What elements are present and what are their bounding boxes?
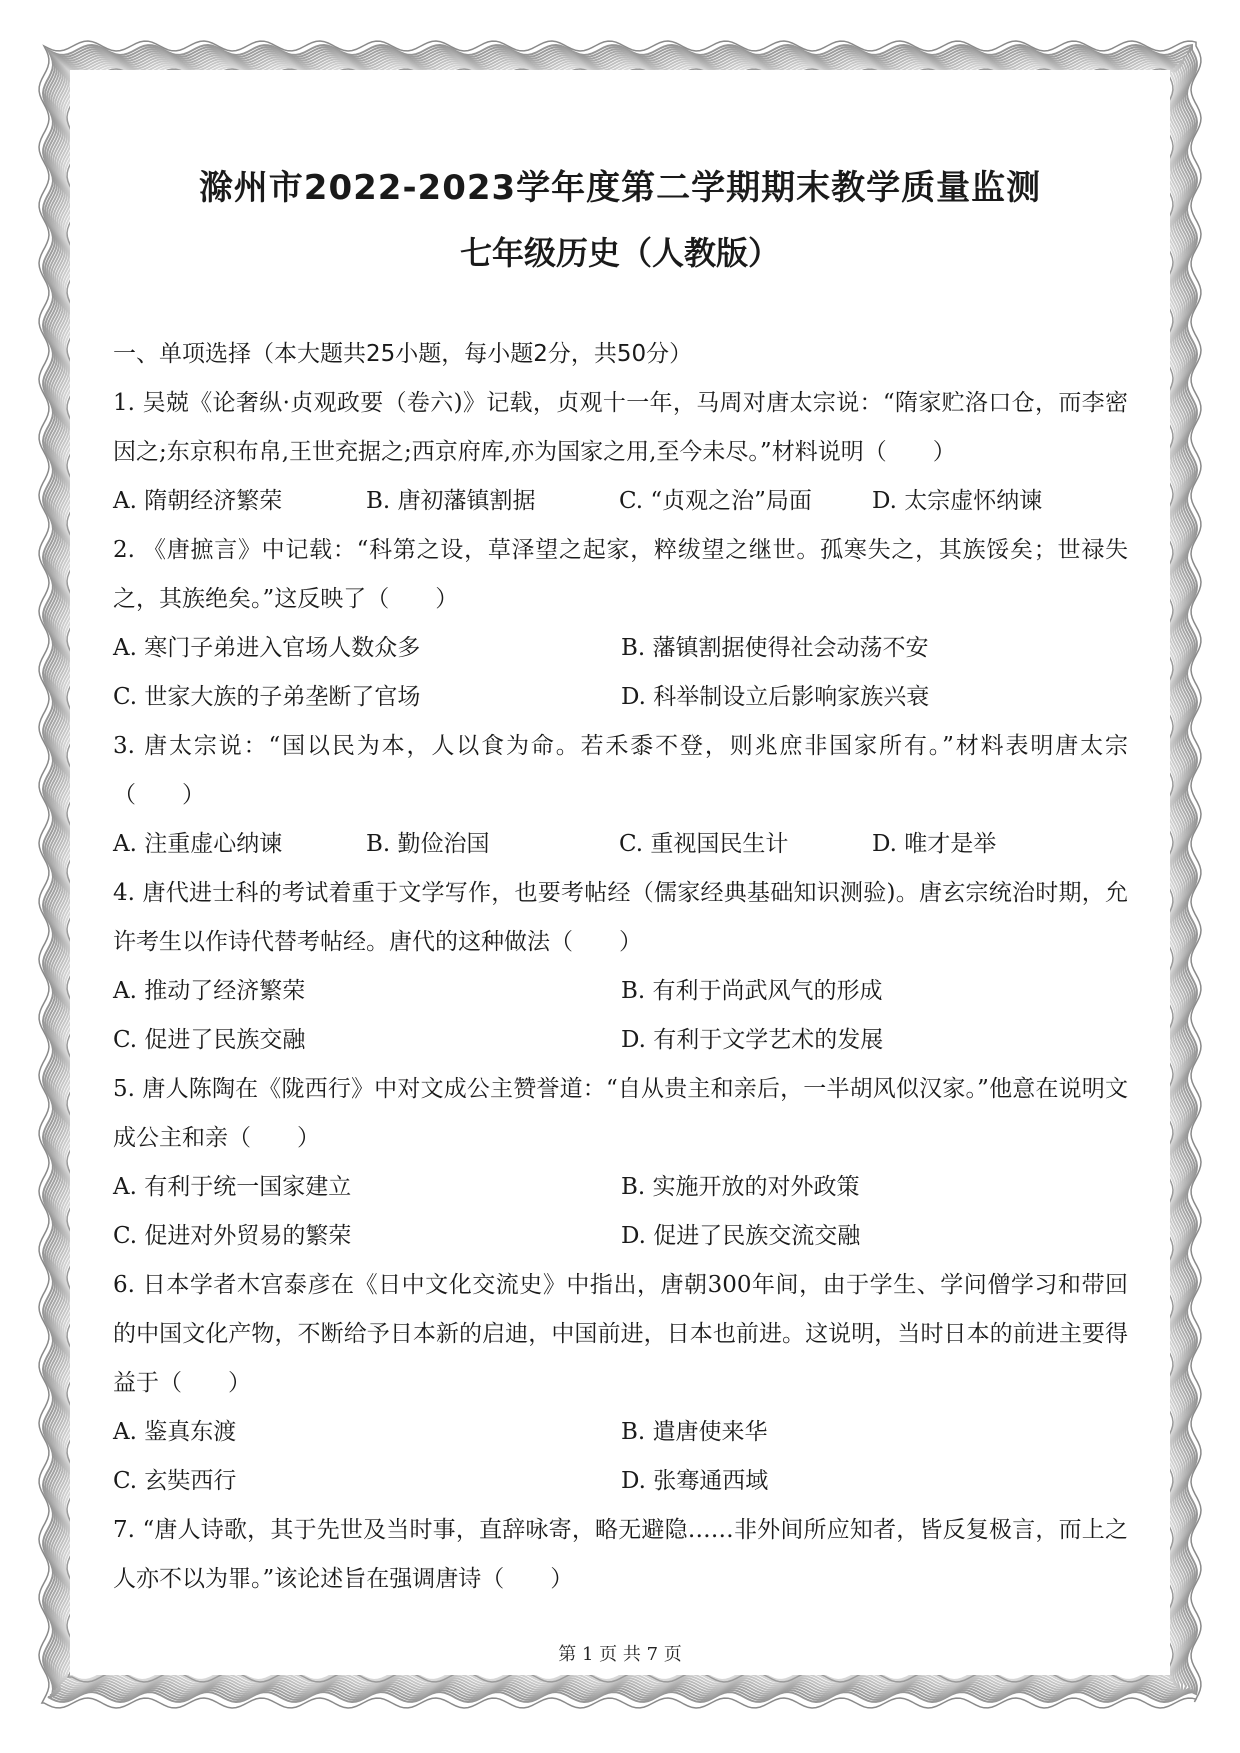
option-a: A. 鉴真东渡 [113, 1419, 237, 1445]
question-content [113, 330, 1128, 1604]
question-stem: 1. 吴兢《论奢纵·贞观政要（卷六)》记载，贞观十一年，马周对唐太宗说：“隋家贮洛口仓，而李密因之;东京积布帛,王世充据之;西京府库,亦为国家之用,至今未尽。”材料说明（ ） [113, 390, 1128, 465]
options-grid [113, 1163, 1128, 1261]
options-grid [113, 967, 1128, 1065]
option-c: C. 促进对外贸易的繁荣 [113, 1223, 352, 1249]
option-a: A. 有利于统一国家建立 [113, 1174, 352, 1200]
option-b: B. 唐初藩镇割据 [366, 488, 536, 514]
exam-subtitle: 七年级历史（人教版） [459, 234, 780, 272]
option-b: B. 有利于尚武风气的形成 [621, 978, 883, 1004]
option-c: C. 玄奘西行 [113, 1468, 237, 1494]
option-d: D. 唯才是举 [872, 831, 997, 857]
option-a: A. 寒门子弟进入官场人数众多 [113, 635, 421, 661]
option-d: D. 有利于文学艺术的发展 [621, 1027, 884, 1053]
options-row [113, 477, 1128, 526]
option-a: A. 推动了经济繁荣 [113, 978, 306, 1004]
options-row [113, 820, 1128, 869]
option-b: B. 藩镇割据使得社会动荡不安 [621, 635, 929, 661]
option-c: C. 世家大族的子弟垄断了官场 [113, 684, 421, 710]
question-stem: 4. 唐代进士科的考试着重于文学写作，也要考帖经（儒家经典基础知识测验)。唐玄宗统治时期，允许考生以作诗代替考帖经。唐代的这种做法（ ） [113, 880, 1128, 955]
options-grid [113, 624, 1128, 722]
option-b: B. 遣唐使来华 [621, 1419, 768, 1445]
question-1 [113, 379, 1128, 526]
options-grid [113, 1408, 1128, 1506]
option-b: B. 实施开放的对外政策 [621, 1174, 860, 1200]
question-3 [113, 722, 1128, 869]
question-stem: 7. “唐人诗歌，其于先世及当时事，直辞咏寄，略无避隐……非外间所应知者，皆反复极言，而上之人亦不以为罪。”该论述旨在强调唐诗（ ） [113, 1517, 1128, 1592]
question-7 [113, 1506, 1128, 1604]
question-4 [113, 869, 1128, 1065]
option-d: D. 促进了民族交流交融 [621, 1223, 861, 1249]
option-d: D. 张骞通西域 [621, 1468, 769, 1494]
exam-title: 滁州市2022-2023学年度第二学期期末教学质量监测 [198, 168, 1042, 208]
question-stem: 6. 日本学者木宫泰彦在《日中文化交流史》中指出，唐朝300年间，由于学生、学问僧学习和带回的中国文化产物，不断给予日本新的启迪，中国前进，日本也前进。这说明，当时日本的前进主要得益于（ ） [113, 1272, 1128, 1396]
question-6 [113, 1261, 1128, 1506]
question-2 [113, 526, 1128, 722]
question-stem: 3. 唐太宗说：“国以民为本，人以食为命。若禾黍不登，则兆庶非国家所有。”材料表明唐太宗（ ） [113, 733, 1128, 808]
question-5 [113, 1065, 1128, 1261]
question-stem: 5. 唐人陈陶在《陇西行》中对文成公主赞誉道：“自从贵主和亲后，一半胡风似汉家。”他意在说明文成公主和亲（ ） [113, 1076, 1128, 1151]
option-c: C. 促进了民族交融 [113, 1027, 306, 1053]
option-d: D. 科举制设立后影响家族兴衰 [621, 684, 930, 710]
option-d: D. 太宗虚怀纳谏 [872, 488, 1043, 514]
option-c: C. 重视国民生计 [619, 831, 789, 857]
page-number: 第 1 页 共 7 页 [558, 1644, 682, 1665]
question-stem: 2. 《唐摭言》中记载：“科第之设，草泽望之起家，粹绂望之继世。孤寒失之，其族馁矣；世禄失之，其族绝矣。”这反映了（ ） [113, 537, 1128, 612]
option-a: A. 隋朝经济繁荣 [113, 488, 283, 514]
section-heading: 一、单项选择（本大题共25小题，每小题2分，共50分） [113, 341, 693, 367]
option-a: A. 注重虚心纳谏 [113, 831, 283, 857]
option-b: B. 勤俭治国 [366, 831, 490, 857]
option-c: C. “贞观之治”局面 [619, 488, 812, 514]
